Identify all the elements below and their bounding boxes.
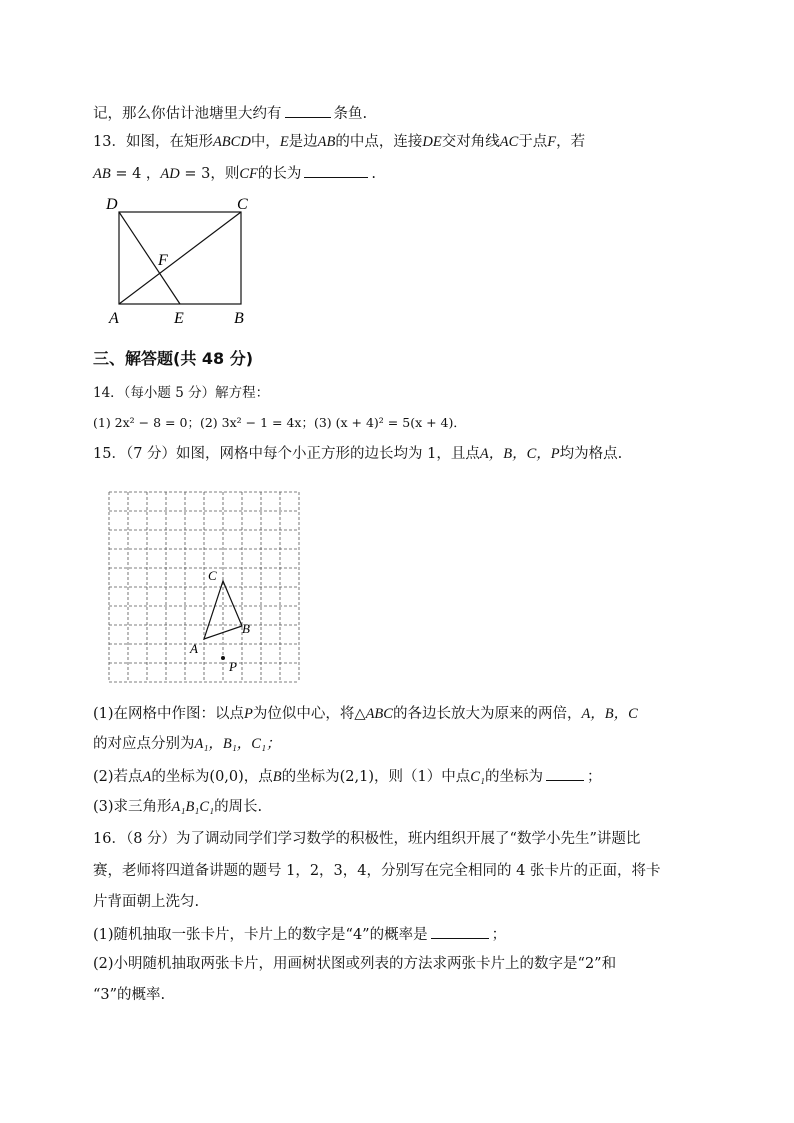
q16-text: (1)随机抽取一张卡片，卡片上的数字是“4”的概率是 [93, 927, 428, 943]
q13-text: = 4 ， [110, 166, 161, 182]
label-c: C [237, 196, 248, 213]
q15-math: A₁B₁C₁ [171, 799, 215, 815]
label-d: D [106, 196, 118, 213]
q15-math: A₁，B₁，C₁； [194, 736, 281, 752]
q16-text: ； [491, 927, 507, 943]
q15-sub1-line1 [93, 704, 638, 724]
q14-part3: (3) (x + 4)² = 5(x + 4)． [313, 415, 466, 430]
q15-text: (3)求三角形 [93, 799, 172, 815]
q15-text: 的坐标为(2,1)，则（1）中点 [281, 769, 471, 785]
q13-math: F [547, 134, 557, 150]
label-a: A [109, 310, 119, 327]
q15-math: A，B，C [581, 706, 638, 722]
q15-answer-blank[interactable] [546, 765, 584, 781]
q13-text: . [371, 166, 376, 182]
q14-title: 14．（每小题 5 分）解方程： [93, 385, 270, 401]
label-e: E [174, 310, 184, 327]
q15-text: (2)若点 [93, 769, 143, 785]
q13-line1 [93, 132, 585, 152]
diagonal-ac [119, 212, 241, 304]
q15-sub1-line2 [93, 734, 281, 754]
q15-sub3 [93, 797, 262, 817]
q13-math: ABCD [212, 134, 251, 150]
q15-text: 的周长. [214, 799, 263, 815]
q13-math: AB [317, 134, 336, 150]
q15-text: 为位似中心，将△ [252, 706, 366, 722]
q16-sub2-line1: (2)小明随机抽取两张卡片，用画树状图或列表的方法求两张卡片上的数字是“2”和 [93, 956, 617, 972]
q15-text: ； [586, 769, 602, 785]
rectangle-figure [100, 192, 270, 332]
q14-part1: (1) 2x² − 8 = 0； [93, 415, 200, 430]
q16-line1: 16．（8 分）为了调动同学们学习数学的积极性，班内组织开展了“数学小先生”讲题比 [93, 831, 641, 847]
q15-text: (1)在网格中作图：以点 [93, 706, 245, 722]
q15-text: 的各边长放大为原来的两倍， [392, 706, 582, 722]
q13-math: CF [239, 166, 258, 182]
q16-answer-blank[interactable] [431, 923, 489, 939]
q16-line2: 赛，老师将四道备讲题的题号 1，2，3，4，分别写在完全相同的 4 张卡片的正面，将卡 [93, 863, 661, 879]
section-heading: 三、解答题(共 48 分) [93, 349, 254, 368]
point-p [221, 656, 225, 660]
grid-lines [109, 492, 299, 682]
q13-answer-blank[interactable] [304, 162, 368, 178]
q15-text: 的坐标为(0,0)，点 [151, 769, 273, 785]
q13-line2 [93, 162, 376, 184]
grid-label-a: A [190, 641, 198, 656]
q12-tail-line [93, 102, 367, 124]
q16-sub2-line2: “3”的概率. [93, 987, 166, 1003]
q13-math: AD [160, 166, 180, 182]
q15-text: 的坐标为 [484, 769, 543, 785]
q16-sub1 [93, 923, 506, 945]
q12-answer-blank[interactable] [285, 102, 331, 118]
q16-line3: 片背面朝上洗匀. [93, 894, 200, 910]
q13-text: ，若 [556, 134, 586, 150]
q15-math: B [272, 769, 282, 785]
q13-math: AC [499, 134, 519, 150]
q15-text: 均为格点. [559, 446, 623, 462]
q13-text: 13．如图，在矩形 [93, 134, 213, 150]
q15-math: A [142, 769, 152, 785]
q15-sub2 [93, 765, 601, 787]
q15-math: A，B，C，P [479, 446, 560, 462]
q13-math: DE [422, 134, 442, 150]
q13-text: 于点 [518, 134, 548, 150]
q15-intro [93, 444, 622, 464]
q13-math: AB [93, 166, 111, 182]
q13-math: E [279, 134, 289, 150]
label-f: F [158, 252, 168, 269]
q14-part2: (2) 3x² − 1 = 4x； [199, 415, 314, 430]
q15-text: 15．（7 分）如图，网格中每个小正方形的边长均为 1，且点 [93, 446, 480, 462]
q13-text: 中， [250, 134, 280, 150]
q15-text: 的对应点分别为 [93, 736, 195, 752]
grid-label-c: C [208, 568, 217, 583]
q15-math: P [244, 706, 253, 722]
q12-text-end: 条鱼. [333, 106, 368, 122]
q13-text: 的长为 [257, 166, 302, 182]
grid-label-p: P [229, 659, 237, 674]
q13-text: 是边 [288, 134, 318, 150]
q13-text: 交对角线 [441, 134, 500, 150]
q15-math: C₁ [470, 769, 485, 785]
grid-label-b: B [242, 621, 250, 636]
grid-figure [100, 485, 310, 685]
q12-text: 记，那么你估计池塘里大约有 [93, 106, 282, 122]
q13-text: = 3，则 [179, 166, 240, 182]
q13-text: 的中点，连接 [335, 134, 423, 150]
q14-parts [93, 413, 466, 433]
q15-math: ABC [365, 706, 393, 722]
segment-de [119, 212, 180, 304]
label-b: B [234, 310, 244, 327]
